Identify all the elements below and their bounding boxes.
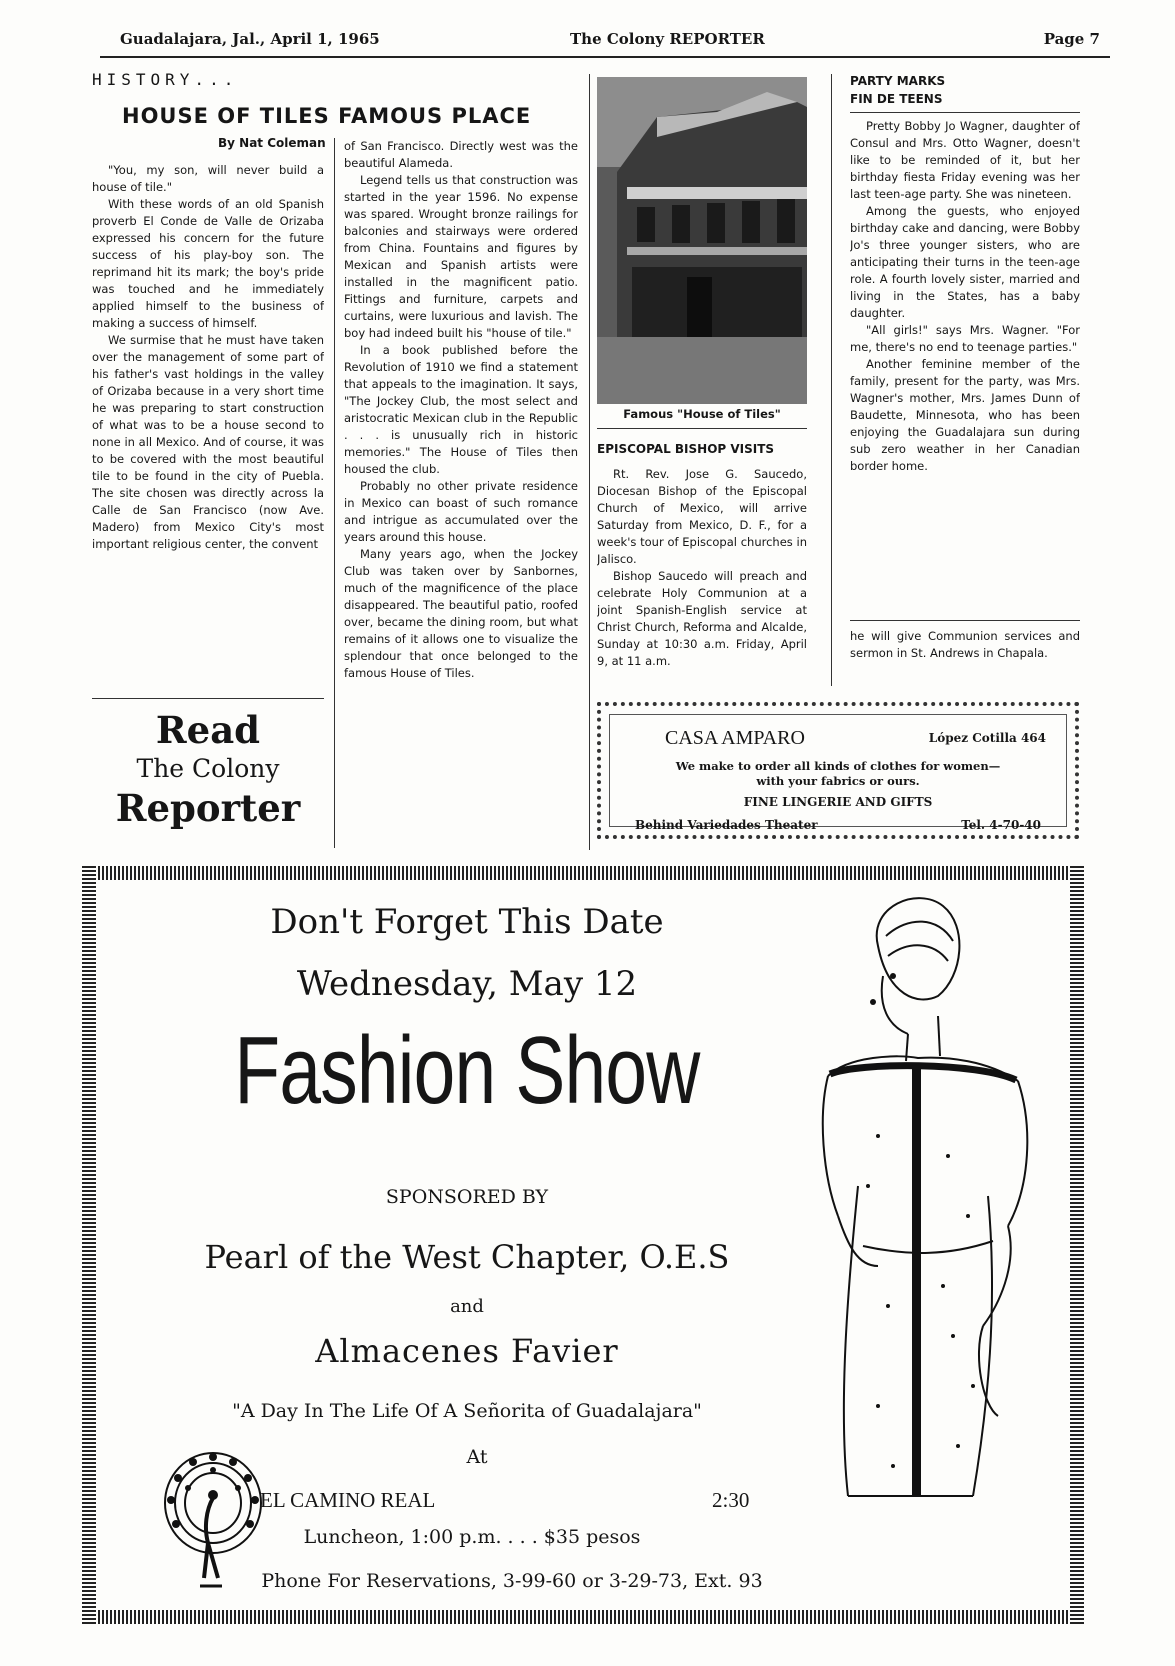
ad-line-date: Wednesday, May 12 [296,964,638,1004]
history-column-1 [92,162,324,690]
history-column-2 [344,138,578,850]
read-colony-promo [92,708,324,830]
ad-sponsor-2: Almacenes Favier [315,1332,619,1370]
paragraph: We surmise that he must have taken over the management of some part of his father's vast holdings in the valley of Orizaba because in a very short time he was preparing to start construction of what was to be a house second to none in all Mexico. And of course, it was to be covered with the most beautiful tile to be found in the city of Puebla. The site chosen was directly across la Calle de San Francisco (now Ave. Madero) from Mexico City's most important religious center, the convent [92,333,324,551]
column-divider [850,620,1080,621]
paragraph: Many years ago, when the Jockey Club was taken over by Sanbornes, much of the magnificence of the place disappeared. The beautiful patio, roofed over, became the dining room, but what remains of it allows one to visualize the splendour that once belonged to the famous House of Tiles. [344,547,578,680]
history-headline: HOUSE OF TILES FAMOUS PLACE [122,104,532,128]
column-rule [589,74,590,850]
casa-amparo-frame [609,714,1067,832]
masthead-rule [100,56,1110,58]
casa-lingerie: FINE LINGERIE AND GIFTS [743,795,933,809]
paragraph: he will give Communion services and sermon in St. Andrews in Chapala. [850,629,1080,660]
casa-amparo-ad [597,702,1079,839]
ad-sponsor-1: Pearl of the West Chapter, O.E.S [204,1238,730,1276]
history-byline: By Nat Coleman [218,136,326,150]
ad-venue: EL CAMINO REAL [260,1488,436,1512]
casa-name: CASA AMPARO [665,727,805,749]
paragraph: Bishop Saucedo will preach and celebrate Holy Communion at a joint Spanish-English service at Christ Church, Reforma and Alcalde, Sunday at 10:30 a.m. Friday, April 9, at 11 a.m. [597,569,807,668]
paragraph: "You, my son, will never build a house of tile." [92,163,324,194]
house-of-tiles-image [597,77,807,404]
casa-description-line-2: with your fabrics or ours. [756,774,920,788]
paragraph: Rt. Rev. Jose G. Saucedo, Diocesan Bishop of the Episcopal Church of Mexico, will arrive Saturday from Mexico, D. F., for a week's tour of Episcopal churches in Jalisco. [597,467,807,566]
column-divider [92,698,324,699]
party-headline-line-1: PARTY MARKS [850,74,946,88]
promo-read: Read [155,708,261,752]
ad-title: Fashion Show [234,1017,700,1124]
promo-the-colony: The Colony [136,754,280,783]
history-kicker: HISTORY... [92,70,239,89]
masthead-paper-name: The Colony REPORTER [570,30,765,48]
ad-phone: Phone For Reservations, 3-99-60 or 3-29-73, Ext. 93 [261,1570,763,1592]
masthead-page-number: Page 7 [1043,30,1100,48]
bishop-headline: EPISCOPAL BISHOP VISITS [597,442,775,456]
column-rule [831,74,832,686]
party-headline [850,72,1080,108]
ad-time: 2:30 [712,1488,750,1512]
party-article [850,118,1080,614]
bishop-continued [850,628,1080,662]
paragraph: of San Francisco. Directly west was the beautiful Alameda. [344,139,578,170]
casa-address: López Cotilla 464 [928,731,1046,745]
ad-and: and [450,1296,484,1317]
casa-phone: Tel. 4-70-40 [961,818,1041,832]
column-divider [597,428,807,429]
ad-luncheon: Luncheon, 1:00 p.m. . . . $35 pesos [303,1526,641,1548]
ad-border-right [1070,866,1084,1624]
party-headline-line-2: FIN DE TEENS [850,92,943,106]
paragraph: Another feminine member of the family, present for the party, was Mrs. Wagner's mother, Mrs. James Dunn of Baudette, Minnesota, who has been enjoying the Guadalajara sun during sub zero weather in her Canadian border home. [850,357,1080,473]
paragraph: In a book published before the Revolution of 1910 we find a statement that appeals to the imagination. It says, "The Jockey Club, the most select and aristocratic Mexican club in the Republic . . . is unusually rich in historic memories." The House of Tiles then housed the club. [344,343,578,476]
paragraph: With these words of an old Spanish proverb El Conde de Valle de Orizaba expressed his concern for the future success of his play-boy son. The reprimand hit its mark; the boy's pride was touched and he immediately applied himself to the business of making a success of himself. [92,197,324,330]
ad-at: At [466,1446,488,1468]
column-divider [850,112,1080,113]
paragraph: Legend tells us that construction was started in the year 1596. No expense was spared. Wrought bronze railings for balconies and stairways were ordered from China. Fountains and figures by Mexican and Spanish artists were installed in the magnificent patio. Fittings and furniture, carpets and curtains, were luxurious and lavish. The boy had indeed built his "house of tile." [344,173,578,340]
promo-reporter: Reporter [115,786,301,830]
ad-border-top [82,866,1084,880]
column-rule [334,138,335,848]
ad-line-dont-forget: Don't Forget This Date [270,902,664,942]
fashion-show-ad [82,866,1084,1624]
masthead-dateline: Guadalajara, Jal., April 1, 1965 [120,30,380,48]
model-illustration [768,886,1068,1586]
paragraph: Among the guests, who enjoyed birthday cake and dancing, were Bobby Jo's three younger sisters, who are anticipating their turns in the teen-age role. A fourth lovely sister, married and living in the States, has a baby daughter. [850,204,1080,320]
casa-location: Behind Variedades Theater [635,818,818,832]
ad-border-left [82,866,96,1624]
house-of-tiles-photo [597,77,807,404]
ad-tagline: "A Day In The Life Of A Señorita of Guadalajara" [232,1400,702,1422]
photo-caption: Famous "House of Tiles" [623,407,781,421]
paragraph: "All girls!" says Mrs. Wagner. "For me, there's no end to teenage parties." [850,323,1080,354]
ad-border-bottom [82,1610,1084,1624]
ad-sponsored-by: SPONSORED BY [385,1186,549,1208]
masthead [120,30,1100,54]
paragraph: Pretty Bobby Jo Wagner, daughter of Consul and Mrs. Otto Wagner, doesn't like to be reminded of it, but her birthday fiesta Friday evening was her last teen-age party. She was nineteen. [850,119,1080,201]
casa-description-line-1: We make to order all kinds of clothes for women— [675,759,1001,773]
bishop-article [597,466,807,681]
casa-description [610,759,1066,789]
paragraph: Probably no other private residence in Mexico can boast of such romance and intrigue as accumulated over the years around this house. [344,479,578,544]
